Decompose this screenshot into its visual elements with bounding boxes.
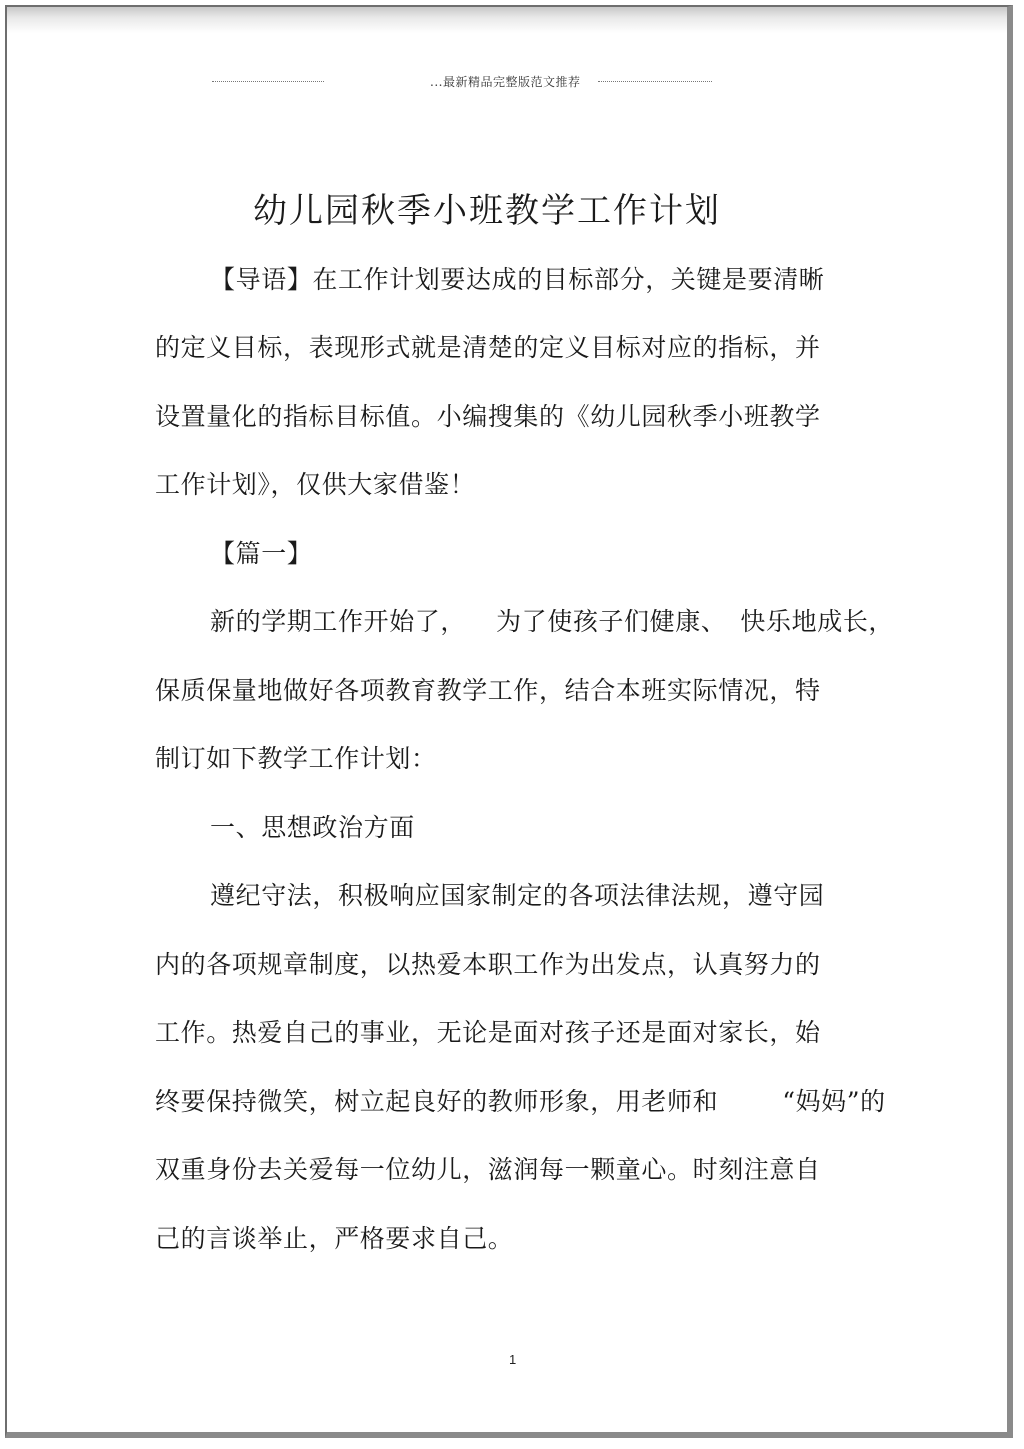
intro-line-3: 设置量化的指标目标值。小编搜集的《幼儿园秋季小班教学 <box>155 402 821 431</box>
intro-line-1: 【导语】在工作计划要达成的目标部分，关键是要清晰 <box>210 265 825 294</box>
intro-line-4: 工作计划》，仅供大家借鉴！ <box>155 470 476 499</box>
document-title: 幼儿园秋季小班教学工作计划 <box>253 191 721 231</box>
para1-segment-1: 新的学期工作开始了， <box>210 607 467 636</box>
header-rule-right <box>598 81 712 82</box>
header-rule-left <box>212 81 324 82</box>
para2-line-2: 内的各项规章制度，以热爱本职工作为出发点，认真努力的 <box>155 950 821 979</box>
section-label: 【篇一】 <box>210 539 313 568</box>
para1-line-1 <box>210 606 894 638</box>
para2-line-3: 工作。热爱自己的事业，无论是面对孩子还是面对家长，始 <box>155 1018 821 1047</box>
para2-line-4-segment-1: 终要保持微笑，树立起良好的教师形象，用老师和 <box>155 1087 719 1116</box>
para1-line-3: 制订如下教学工作计划： <box>155 744 437 773</box>
intro-line-2: 的定义目标，表现形式就是清楚的定义目标对应的指标，并 <box>155 333 821 362</box>
para1-segment-3: 快乐地成长， <box>740 607 895 636</box>
para1-segment-2: 为了使孩子们健康、 <box>496 607 727 636</box>
para1-line-2: 保质保量地做好各项教育教学工作，结合本班实际情况，特 <box>155 676 821 705</box>
page-number: 1 <box>509 1352 517 1367</box>
section-heading-1: 一、思想政治方面 <box>210 813 415 842</box>
para2-line-4 <box>155 1086 886 1118</box>
para2-line-4-segment-2: “妈妈”的 <box>782 1087 886 1116</box>
para2-line-1: 遵纪守法，积极响应国家制定的各项法律法规，遵守园 <box>210 881 825 910</box>
para2-line-5: 双重身份去关爱每一位幼儿，滋润每一颗童心。时刻注意自 <box>155 1155 821 1184</box>
para2-line-6: 己的言谈举止，严格要求自己。 <box>155 1224 514 1253</box>
running-header: ...最新精品完整版范文推荐 <box>430 75 581 89</box>
